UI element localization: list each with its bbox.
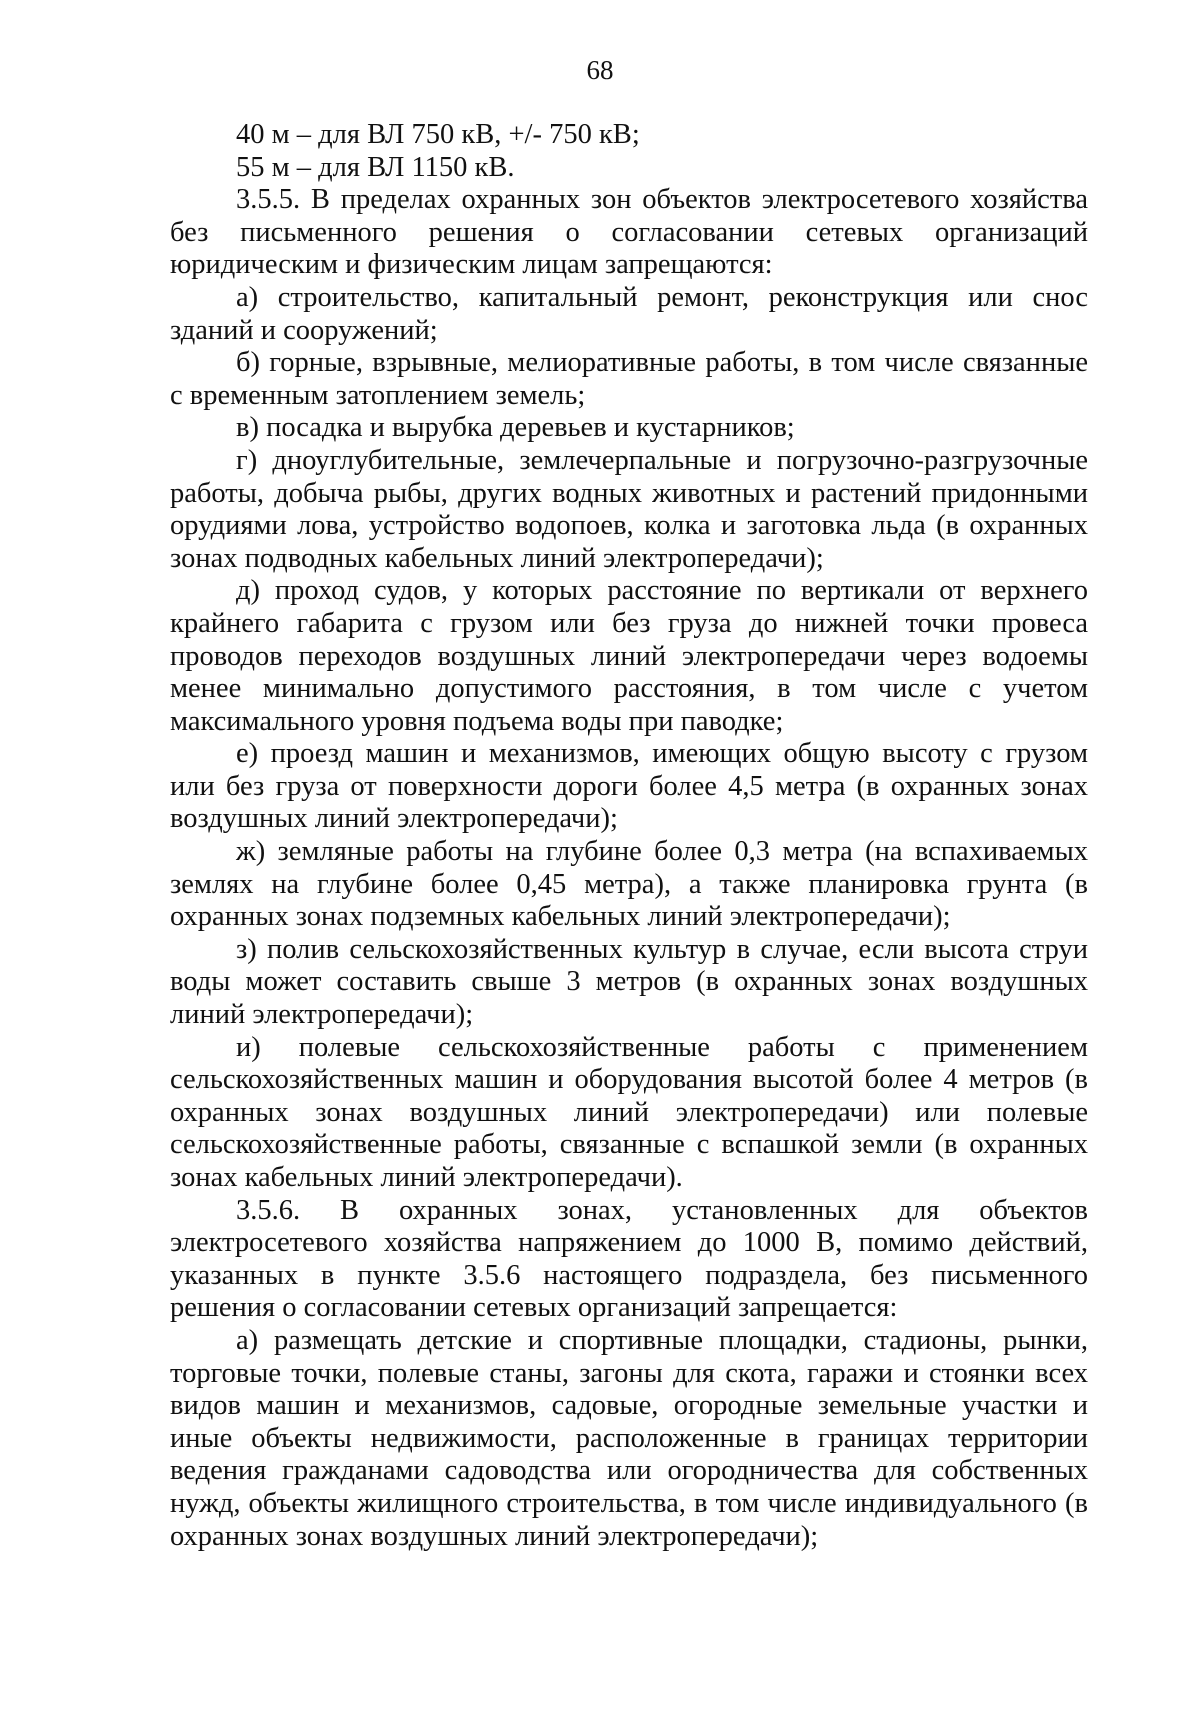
paragraph-3-5-6: 3.5.6. В охранных зонах, установленных для объектов электросетевого хозяйства напряжением до 1000 В, помимо действий, указанных в пункте 3.5.6 настоящего подраздела, без письменного решения о согласовании сетевых организаций запрещается: (170, 1194, 1088, 1324)
paragraph-3-5-5: 3.5.5. В пределах охранных зон объектов электросетевого хозяйства без письменного решения о согласовании сетевых организаций юридическим и физическим лицам запрещаются: (170, 184, 1088, 281)
paragraph-distance-1150kv: 55 м – для ВЛ 1150 кВ. (236, 151, 515, 183)
paragraph-3-5-6-item-a: а) размещать детские и спортивные площадки, стадионы, рынки, торговые точки, полевые станы, загоны для скота, гаражи и стоянки всех видов машин и механизмов, садовые, огородные земельные участки и иные объекты недвижимости, расположенные в границах территории ведения гражданами садоводства или огородничества для собственных нужд, объекты жилищного строительства, в том числе индивидуального (в охранных зонах воздушных линий электропередачи); (170, 1324, 1088, 1552)
paragraph-item-z: з) полив сельскохозяйственных культур в случае, если высота струи воды может составить свыше 3 метров (в охранных зонах воздушных линий электропередачи); (170, 933, 1088, 1031)
paragraph-item-zh: ж) земляные работы на глубине более 0,3 метра (на вспахиваемых землях на глубине более 0,45 метра), а также планировка грунта (в охранных зонах подземных кабельных линий электропередачи); (170, 836, 1088, 933)
paragraph-distance-750kv: 40 м – для ВЛ 750 кВ, +/- 750 кВ; (236, 119, 640, 150)
paragraph-item-i: и) полевые сельскохозяйственные работы с применением сельскохозяйственных машин и оборудования высотой более 4 метров (в охранных зонах воздушных линий электропередачи) или полевые сельскохозяйственные работы, связанные с вспашкой земли (в охранных зонах кабельных линий электропередачи). (170, 1031, 1088, 1193)
paragraph-item-a: а) строительство, капитальный ремонт, реконструкция или снос зданий и сооружений; (170, 281, 1088, 346)
paragraph-item-v: в) посадка и вырубка деревьев и кустарников; (236, 412, 795, 444)
paragraph-item-b: б) горные, взрывные, мелиоративные работы, в том числе связанные с временным затоплением земель; (170, 347, 1088, 411)
paragraph-item-d: д) проход судов, у которых расстояние по вертикали от верхнего крайнего габарита с грузом или без груза до нижней точки провеса проводов переходов воздушных линий электропередачи через водоемы менее минимально допустимого расстояния, в том числе с учетом максимального уровня подъема воды при паводке; (170, 575, 1088, 737)
paragraph-item-e: е) проезд машин и механизмов, имеющих общую высоту с грузом или без груза от поверхности дороги более 4,5 метра (в охранных зонах воздушных линий электропередачи); (170, 738, 1088, 835)
document-body (170, 119, 1088, 1553)
paragraph-item-g: г) дноуглубительные, землечерпальные и погрузочно-разгрузочные работы, добыча рыбы, других водных животных и растений придонными орудиями лова, устройство водопоев, колка и заготовка льда (в охранных зонах подводных кабельных линий электропередачи); (170, 444, 1088, 574)
page-number: 68 (586, 55, 614, 85)
